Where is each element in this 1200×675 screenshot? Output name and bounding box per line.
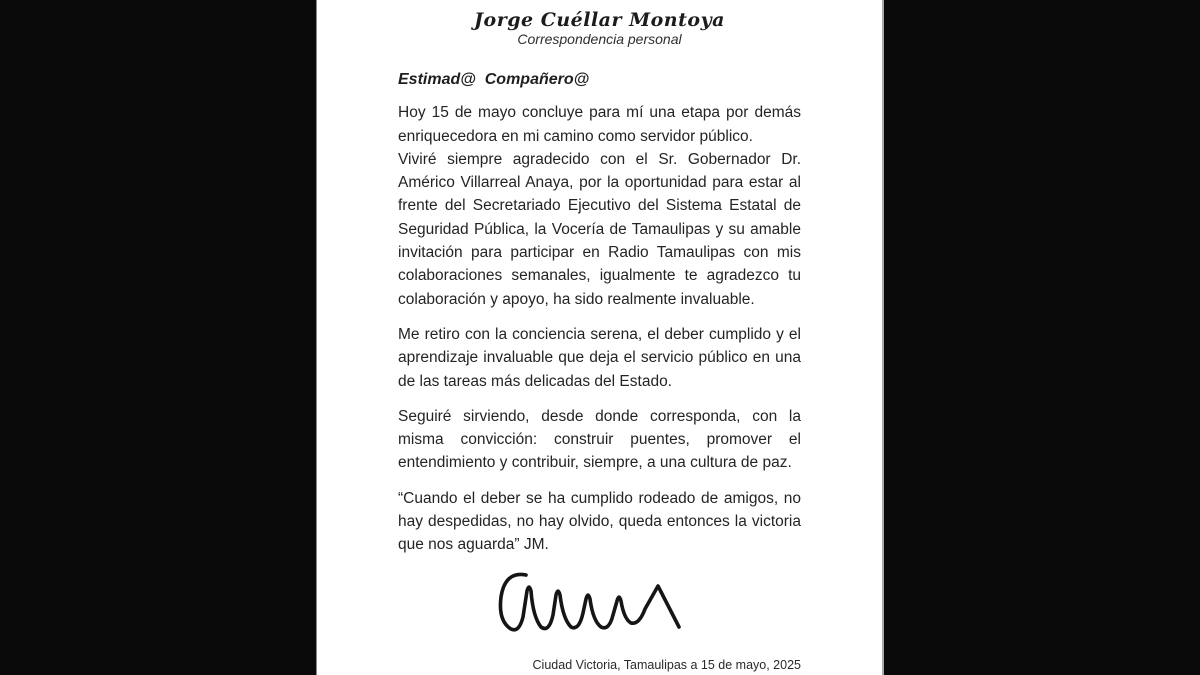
paragraph-2: Viviré siempre agradecido con el Sr. Gobernador Dr. Américo Villarreal Anaya, por la oportunidad para estar al frente del Secretariado Ejecutivo del Sistema Estatal de Seguridad Pública, la Vocería de Tamaulipas y su amable invitación para participar en Radio Tamaulipas con mis colaboraciones semanales, igualmente te agradezco tu colaboración y apoyo, ha sido realmente invaluable. <box>398 150 801 308</box>
signature-icon <box>493 569 693 635</box>
letterhead-author: Jorge Cuéllar Montoya <box>474 9 725 31</box>
paragraph-4: Seguiré sirviendo, desde donde corresponda, con la misma convicción: construir puentes, promover el entendimiento y contribuir, siempre, a una cultura de paz. <box>398 407 801 472</box>
dateline: Ciudad Victoria, Tamaulipas a 15 de mayo, 2025 <box>532 657 801 672</box>
letterhead-subtitle: Correspondencia personal <box>517 30 682 47</box>
salutation: Estimad@ Compañero@ <box>398 71 590 89</box>
letter-page <box>316 0 884 675</box>
signature-scribble <box>493 569 693 635</box>
letter-body <box>398 68 801 671</box>
paragraph-3: Me retiro con la conciencia serena, el deber cumplido y el aprendizaje invaluable que deja el servicio público en una de las tareas más delicadas del Estado. <box>398 325 801 390</box>
letterhead <box>398 10 801 47</box>
paragraph-5: “Cuando el deber se ha cumplido rodeado de amigos, no hay despedidas, no hay olvido, queda entonces la victoria que nos aguarda” JM. <box>398 489 801 554</box>
paragraph-1: Hoy 15 de mayo concluye para mí una etapa por demás enriquecedora en mi camino como servidor público. <box>398 104 801 145</box>
